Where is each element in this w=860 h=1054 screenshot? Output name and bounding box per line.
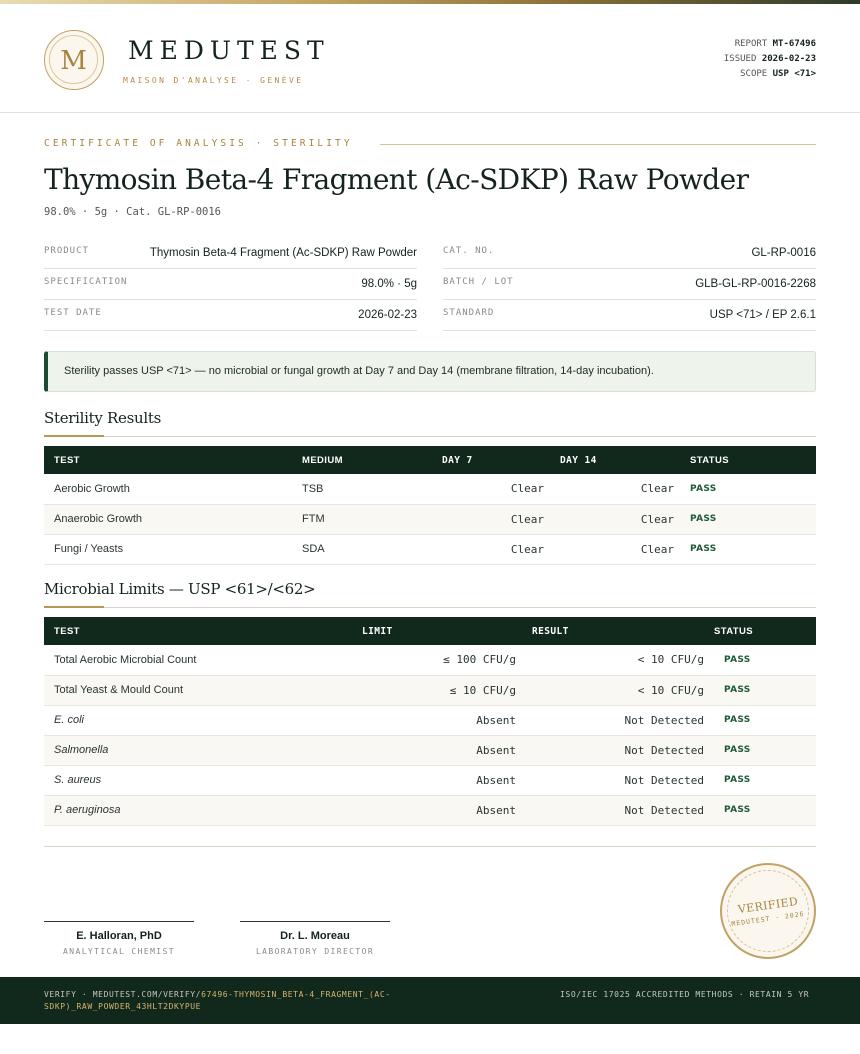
cell-test: E. coli [44, 705, 362, 735]
accreditation-note: ISO/IEC 17025 ACCREDITED METHODS · RETAIN 5 YR [560, 990, 810, 999]
cell-day7: Clear [442, 474, 560, 504]
cell-result: < 10 CFU/g [532, 675, 714, 705]
cell-medium: SDA [302, 534, 442, 564]
cell-day7: Clear [442, 534, 560, 564]
brand-logo [44, 30, 104, 90]
sterility-section-title: Sterility Results [44, 409, 161, 427]
brand-tagline: MAISON D'ANALYSE · GENÈVE [123, 76, 304, 85]
notice-text: Sterility passes USP <71> — no microbial or fungal growth at Day 7 and Day 14 (membrane filtration, 14-day incubation). [64, 365, 654, 377]
report-meta [724, 37, 816, 82]
page-title: Thymosin Beta-4 Fragment (Ac-SDKP) Raw Powder [44, 163, 749, 196]
section-divider [44, 436, 816, 437]
section-divider [44, 607, 816, 608]
cell-test: Aerobic Growth [44, 474, 302, 504]
table-header-row [44, 446, 816, 474]
table-row [44, 705, 816, 735]
page-subtitle: 98.0% · 5g · Cat. GL-RP-0016 [44, 206, 222, 218]
brand-name: MEDUTEST [128, 36, 330, 65]
cell-day14: Clear [560, 534, 690, 564]
verify-link[interactable]: VERIFY · MEDUTEST.COM/VERIFY/67496-THYMOSIN_BETA-4_FRAGMENT_(AC-SDKP)_RAW_POWDER_43HLT2DKYPUE [44, 990, 391, 1011]
table-row [44, 534, 816, 564]
cell-test: Fungi / Yeasts [44, 534, 302, 564]
col-header-test: TEST [44, 446, 302, 474]
signature-director [240, 921, 390, 956]
cell-test: P. aeruginosa [44, 795, 362, 825]
col-header-medium: MEDIUM [302, 446, 442, 474]
info-label: CAT. NO. [443, 246, 495, 256]
table-row [44, 645, 816, 675]
info-value: 2026-02-23 [358, 309, 417, 321]
info-value: GLB-GL-RP-0016-2268 [695, 278, 816, 290]
status-badge: PASS [690, 504, 816, 534]
info-label: PRODUCT [44, 246, 89, 256]
cell-limit: ≤ 100 CFU/g [362, 645, 532, 675]
status-badge: PASS [714, 645, 816, 675]
section-accent [44, 435, 104, 437]
col-header-test: TEST [44, 617, 362, 645]
col-header-day7: DAY 7 [442, 446, 560, 474]
cell-day14: Clear [560, 504, 690, 534]
col-header-result: RESULT [532, 617, 714, 645]
cell-test: S. aureus [44, 765, 362, 795]
table-row [44, 675, 816, 705]
signature-line [240, 921, 390, 922]
info-row-cat-no [443, 238, 816, 269]
seal-subtext: MEDUTEST · 2026 [730, 909, 806, 929]
report-id-line: REPORT MT-67496 [734, 39, 816, 49]
info-label: TEST DATE [44, 308, 102, 318]
info-label: BATCH / LOT [443, 277, 514, 287]
info-value: 98.0% · 5g [361, 278, 417, 290]
cell-day14: Clear [560, 474, 690, 504]
document-eyebrow: CERTIFICATE OF ANALYSIS · STERILITY [44, 138, 353, 149]
col-header-limit: LIMIT [362, 617, 532, 645]
table-row [44, 795, 816, 825]
cell-limit: Absent [362, 795, 532, 825]
cell-result: Not Detected [532, 705, 714, 735]
info-value: Thymosin Beta-4 Fragment (Ac-SDKP) Raw Powder [149, 247, 417, 259]
signature-line [44, 921, 194, 922]
signatory-name: Dr. L. Moreau [280, 930, 350, 942]
col-header-status: STATUS [690, 446, 816, 474]
logo-letter: M [60, 46, 87, 76]
section-accent [44, 606, 104, 608]
cell-medium: FTM [302, 504, 442, 534]
info-row-standard [443, 300, 816, 331]
info-label: STANDARD [443, 308, 495, 318]
cell-result: Not Detected [532, 765, 714, 795]
microbial-table [44, 617, 816, 826]
status-badge: PASS [690, 474, 816, 504]
cell-test: Salmonella [44, 735, 362, 765]
info-row-product [44, 238, 417, 269]
info-row-batch [443, 269, 816, 300]
signatory-role: ANALYTICAL CHEMIST [63, 947, 175, 956]
info-value: GL-RP-0016 [751, 247, 816, 259]
table-row [44, 504, 816, 534]
info-row-test-date [44, 300, 417, 331]
cell-result: Not Detected [532, 735, 714, 765]
signatory-role: LABORATORY DIRECTOR [255, 947, 375, 956]
microbial-section-title: Microbial Limits — USP <61>/<62> [44, 580, 316, 598]
verified-seal-icon [720, 863, 816, 959]
issued-date: 2026-02-23 [761, 54, 816, 64]
info-grid-left [44, 238, 417, 331]
cell-result: < 10 CFU/g [532, 645, 714, 675]
cell-limit: Absent [362, 765, 532, 795]
sterility-table [44, 446, 816, 565]
issued-line: ISSUED 2026-02-23 [723, 54, 816, 64]
seal-text: VERIFIED [737, 894, 799, 917]
scope-value: USP <71> [772, 69, 816, 79]
cell-limit: Absent [362, 705, 532, 735]
report-id: MT-67496 [772, 39, 816, 49]
report-header [0, 4, 860, 113]
cell-limit: Absent [362, 735, 532, 765]
cell-result: Not Detected [532, 795, 714, 825]
verification-footer [0, 977, 860, 1024]
verify-code: 67496-THYMOSIN_BETA-4_FRAGMENT_(AC-SDKP)_RAW_POWDER_43HLT2DKYPUE [44, 990, 391, 1011]
eyebrow-divider [380, 144, 816, 145]
col-header-day14: DAY 14 [560, 446, 690, 474]
cell-test: Anaerobic Growth [44, 504, 302, 534]
cell-limit: ≤ 10 CFU/g [362, 675, 532, 705]
sterility-notice [44, 351, 816, 392]
status-badge: PASS [714, 765, 816, 795]
cell-test: Total Aerobic Microbial Count [44, 645, 362, 675]
col-header-status: STATUS [714, 617, 816, 645]
info-grid-right [443, 238, 816, 331]
cell-medium: TSB [302, 474, 442, 504]
table-row [44, 474, 816, 504]
status-badge: PASS [690, 534, 816, 564]
signature-analyst [44, 921, 194, 956]
cell-day7: Clear [442, 504, 560, 534]
cell-test: Total Yeast & Mould Count [44, 675, 362, 705]
signatory-name: E. Halloran, PhD [76, 930, 162, 942]
status-badge: PASS [714, 675, 816, 705]
status-badge: PASS [714, 795, 816, 825]
scope-line: SCOPE USP <71> [740, 69, 816, 79]
status-badge: PASS [714, 705, 816, 735]
status-badge: PASS [714, 735, 816, 765]
footer-divider [44, 846, 816, 847]
table-header-row [44, 617, 816, 645]
table-row [44, 765, 816, 795]
info-label: SPECIFICATION [44, 277, 128, 287]
info-row-specification [44, 269, 417, 300]
info-value: USP <71> / EP 2.6.1 [709, 309, 816, 321]
table-row [44, 735, 816, 765]
